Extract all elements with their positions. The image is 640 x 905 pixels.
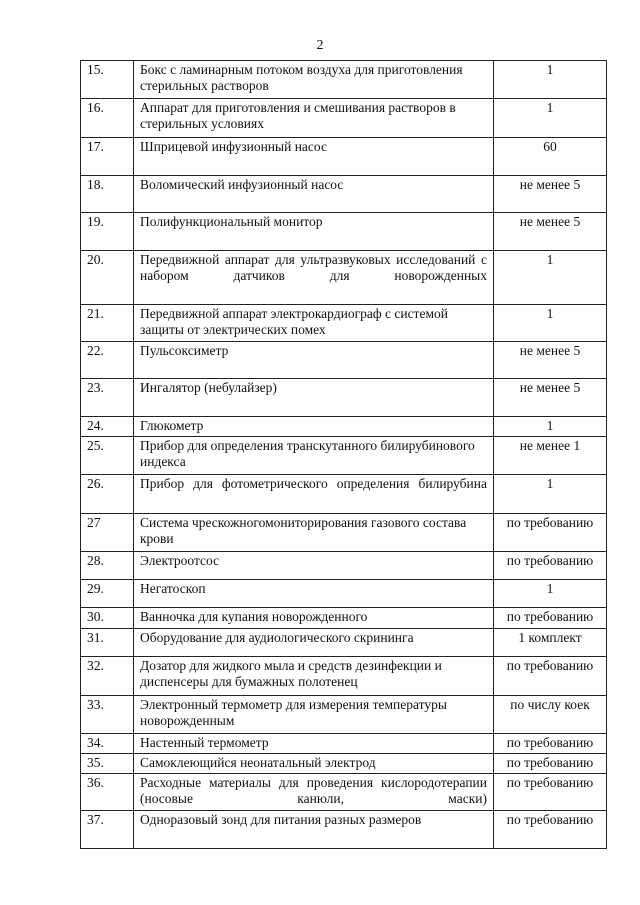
row-number: 26. [81, 475, 134, 514]
row-number: 32. [81, 657, 134, 696]
row-number: 28. [81, 552, 134, 580]
table-row [81, 774, 607, 811]
item-name: Прибор для фотометрического определения билирубина [134, 475, 494, 514]
row-number: 25. [81, 437, 134, 475]
item-quantity: 60 [494, 138, 607, 176]
row-number: 37. [81, 811, 134, 849]
row-number: 27 [81, 514, 134, 552]
row-number: 18. [81, 176, 134, 213]
item-quantity: не менее 5 [494, 213, 607, 251]
item-name: Расходные материалы для проведения кислородотерапии (носовые канюли, маски) [134, 774, 494, 811]
item-name: Система чрескожногомониторирования газового состава крови [134, 514, 494, 552]
table-row [81, 342, 607, 379]
row-number: 17. [81, 138, 134, 176]
item-name: Глюкометр [134, 417, 494, 437]
table-row [81, 379, 607, 417]
table-row [81, 61, 607, 99]
item-quantity: по требованию [494, 774, 607, 811]
item-name: Ванночка для купания новорожденного [134, 608, 494, 629]
table-row [81, 251, 607, 305]
row-number: 34. [81, 734, 134, 754]
item-quantity: 1 [494, 61, 607, 99]
table-row [81, 138, 607, 176]
row-number: 15. [81, 61, 134, 99]
item-name: Передвижной аппарат для ультразвуковых исследований с набором датчиков для новорожденных [134, 251, 494, 305]
item-name: Одноразовый зонд для питания разных размеров [134, 811, 494, 849]
row-number: 31. [81, 629, 134, 657]
row-number: 24. [81, 417, 134, 437]
table-row [81, 417, 607, 437]
table-row [81, 514, 607, 552]
item-name: Бокс с ламинарным потоком воздуха для приготовления стерильных растворов [134, 61, 494, 99]
row-number: 16. [81, 99, 134, 138]
item-quantity: по требованию [494, 608, 607, 629]
table-row [81, 580, 607, 608]
item-name: Оборудование для аудиологического скрининга [134, 629, 494, 657]
item-quantity: 1 [494, 251, 607, 305]
table-row [81, 811, 607, 849]
page-number: 2 [316, 38, 324, 53]
item-name: Полифункциональный монитор [134, 213, 494, 251]
item-name: Шприцевой инфузионный насос [134, 138, 494, 176]
row-number: 33. [81, 696, 134, 734]
row-number: 22. [81, 342, 134, 379]
row-number: 21. [81, 305, 134, 342]
item-quantity: по требованию [494, 514, 607, 552]
item-quantity: по требованию [494, 754, 607, 774]
item-name: Воломический инфузионный насос [134, 176, 494, 213]
item-quantity: по требованию [494, 657, 607, 696]
item-name: Ингалятор (небулайзер) [134, 379, 494, 417]
item-name: Дозатор для жидкого мыла и средств дезинфекции и диспенсеры для бумажных полотенец [134, 657, 494, 696]
table-row [81, 608, 607, 629]
item-quantity: 1 комплект [494, 629, 607, 657]
row-number: 36. [81, 774, 134, 811]
row-number: 23. [81, 379, 134, 417]
table-row [81, 213, 607, 251]
table-row [81, 734, 607, 754]
item-quantity: по требованию [494, 811, 607, 849]
item-quantity: не менее 5 [494, 176, 607, 213]
item-name: Электронный термометр для измерения температуры новорожденным [134, 696, 494, 734]
item-quantity: 1 [494, 580, 607, 608]
item-quantity: 1 [494, 305, 607, 342]
item-quantity: 1 [494, 475, 607, 514]
item-quantity: 1 [494, 417, 607, 437]
item-quantity: 1 [494, 99, 607, 138]
row-number: 19. [81, 213, 134, 251]
table-row [81, 475, 607, 514]
table-row [81, 176, 607, 213]
item-name: Аппарат для приготовления и смешивания растворов в стерильных условиях [134, 99, 494, 138]
row-number: 35. [81, 754, 134, 774]
row-number: 20. [81, 251, 134, 305]
table-row [81, 552, 607, 580]
item-name: Настенный термометр [134, 734, 494, 754]
table-row [81, 696, 607, 734]
table-row [81, 754, 607, 774]
table-row [81, 99, 607, 138]
row-number: 30. [81, 608, 134, 629]
table-row [81, 629, 607, 657]
table-row [81, 657, 607, 696]
table-row [81, 437, 607, 475]
item-quantity: не менее 5 [494, 379, 607, 417]
item-name: Передвижной аппарат электрокардиограф с системой защиты от электрических помех [134, 305, 494, 342]
table-row [81, 305, 607, 342]
item-name: Прибор для определения транскутанного билирубинового индекса [134, 437, 494, 475]
item-quantity: не менее 1 [494, 437, 607, 475]
item-quantity: по требованию [494, 552, 607, 580]
row-number: 29. [81, 580, 134, 608]
item-name: Самоклеющийся неонатальный электрод [134, 754, 494, 774]
item-name: Пульсоксиметр [134, 342, 494, 379]
equipment-table [80, 60, 607, 849]
item-quantity: не менее 5 [494, 342, 607, 379]
item-name: Электроотсос [134, 552, 494, 580]
item-quantity: по требованию [494, 734, 607, 754]
item-quantity: по числу коек [494, 696, 607, 734]
item-name: Негатоскоп [134, 580, 494, 608]
